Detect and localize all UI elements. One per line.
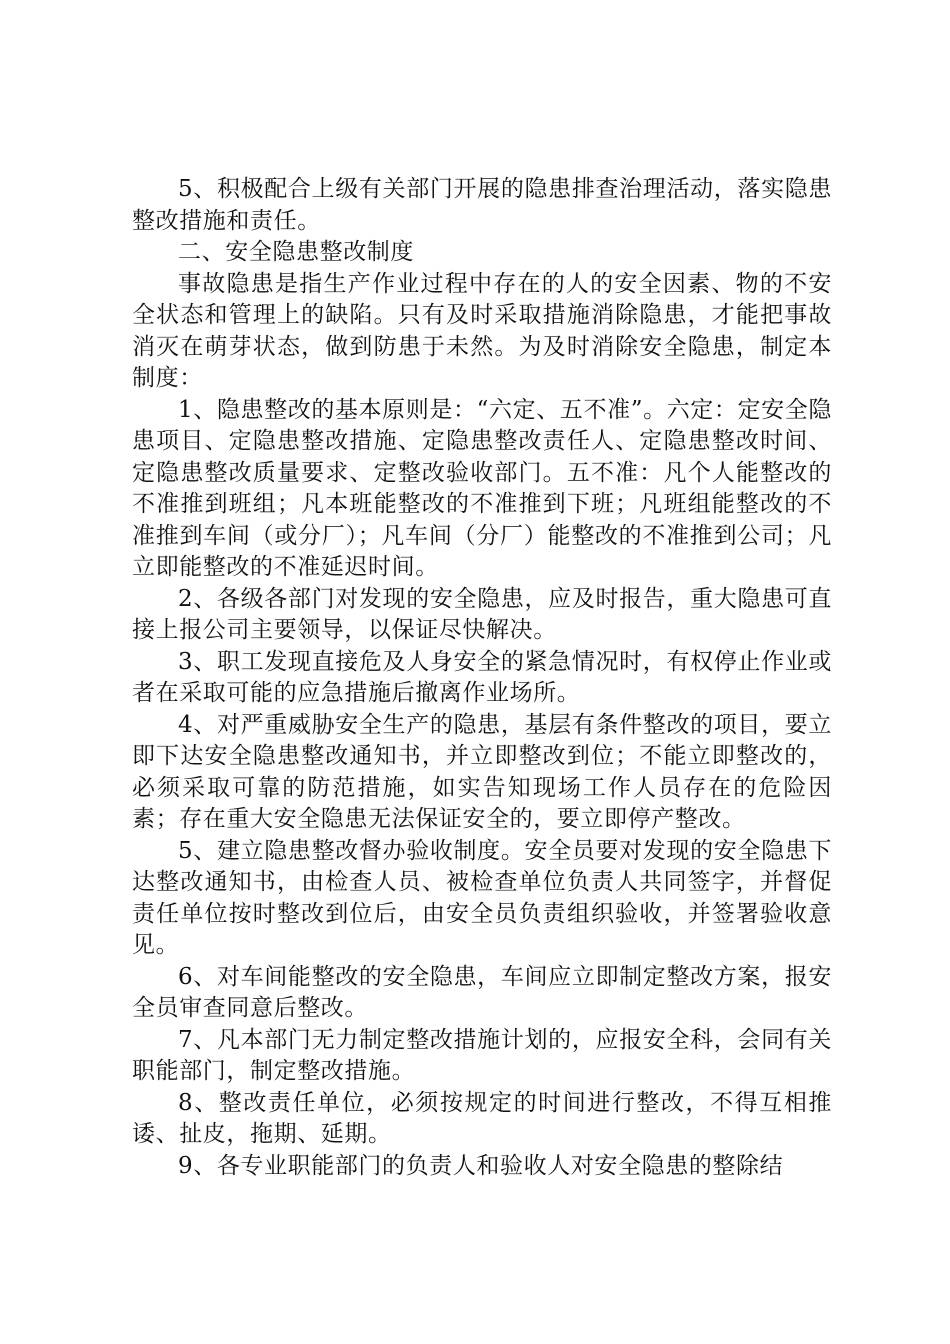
paragraph-rule-5: 5、建立隐患整改督办验收制度。安全员要对发现的安全隐患下达整改通知书，由检查人员、被检查单位负责人共同签字，并督促责任单位按时整改到位后，由安全员负责组织验收，并签署验收意见。 (132, 837, 832, 958)
paragraph-rule-1: 1、隐患整改的基本原则是：“六定、五不准”。六定：定安全隐患项目、定隐患整改措施、定隐患整改责任人、定隐患整改时间、定隐患整改质量要求、定整改验收部门。五不准：凡个人能整改的不准推到班组；凡本班能整改的不准推到下班；凡班组能整改的不准推到车间（或分厂）；凡车间（分厂）能整改的不准推到公司；凡立即能整改的不准延迟时间。 (132, 396, 832, 580)
paragraph-rule-9-partial: 9、各专业职能部门的负责人和验收人对安全隐患的整除结 (178, 1152, 784, 1179)
paragraph-rule-7: 7、凡本部门无力制定整改措施计划的，应报安全科，会同有关职能部门，制定整改措施。 (132, 1026, 832, 1084)
paragraph-rule-4: 4、对严重威胁安全生产的隐患，基层有条件整改的项目，要立即下达安全隐患整改通知书，并立即整改到位；不能立即整改的，必须采取可靠的防范措施，如实告知现场工作人员存在的危险因素；存在重大安全隐患无法保证安全的，要立即停产整改。 (132, 711, 832, 832)
section-heading-rectification-system: 二、安全隐患整改制度 (178, 239, 414, 265)
document-body (132, 174, 832, 1182)
paragraph-item-5-cooperate: 5、积极配合上级有关部门开展的隐患排查治理活动，落实隐患整改措施和责任。 (132, 176, 832, 234)
paragraph-rule-3: 3、职工发现直接危及人身安全的紧急情况时，有权停止作业或者在采取可能的应急措施后撤离作业场所。 (132, 648, 832, 706)
paragraph-rule-8: 8、整改责任单位，必须按规定的时间进行整改，不得互相推诿、扯皮，拖期、延期。 (132, 1089, 832, 1147)
paragraph-rule-2: 2、各级各部门对发现的安全隐患，应及时报告，重大隐患可直接上报公司主要领导，以保证尽快解决。 (132, 585, 832, 643)
paragraph-intro: 事故隐患是指生产作业过程中存在的人的安全因素、物的不安全状态和管理上的缺陷。只有及时采取措施消除隐患，才能把事故消灭在萌芽状态，做到防患于未然。为及时消除安全隐患，制定本制度： (132, 270, 832, 391)
paragraph-rule-6: 6、对车间能整改的安全隐患，车间应立即制定整改方案，报安全员审查同意后整改。 (132, 963, 832, 1021)
